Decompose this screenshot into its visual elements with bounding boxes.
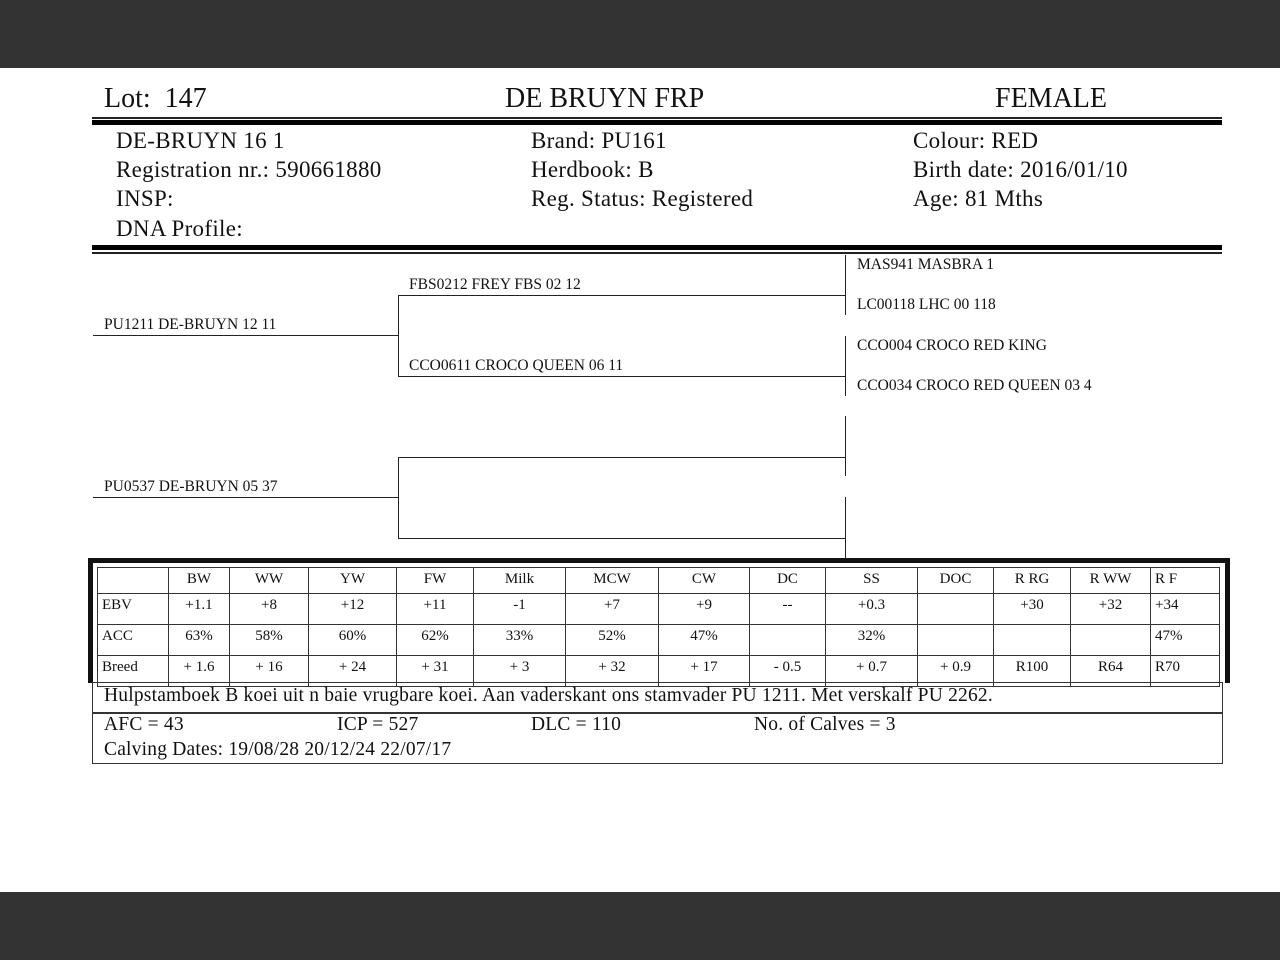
table-cell: +34 (1151, 594, 1220, 625)
breeder-name: DE BRUYN FRP (505, 83, 705, 114)
table-row (98, 594, 1220, 625)
table-cell: +11 (397, 594, 474, 625)
table-cell: +0.3 (826, 594, 918, 625)
table-cell: R64 (1071, 656, 1151, 687)
bottom-bar (0, 892, 1280, 960)
table-cell (918, 625, 994, 656)
icp: ICP = 527 (337, 714, 419, 735)
colour: Colour: RED (913, 128, 1039, 153)
sex: FEMALE (995, 83, 1107, 114)
table-cell: +12 (309, 594, 397, 625)
table-cell: +1.1 (169, 594, 230, 625)
table-cell: 60% (309, 625, 397, 656)
row-label: ACC (98, 625, 169, 656)
pedigree-dam: PU0537 DE-BRUYN 05 37 (104, 478, 278, 495)
table-cell: 33% (474, 625, 566, 656)
row-label: Breed (98, 656, 169, 687)
table-cell: WW (230, 568, 309, 594)
table-cell: Milk (474, 568, 566, 594)
table-cell: DOC (918, 568, 994, 594)
age: Age: 81 Mths (913, 186, 1044, 211)
table-cell: 58% (230, 625, 309, 656)
table-cell: R F (1151, 568, 1220, 594)
table-cell: + 0.7 (826, 656, 918, 687)
table-row (98, 625, 1220, 656)
lot-number: 147 (164, 83, 207, 114)
table-cell: +9 (659, 594, 750, 625)
pedigree-sire: PU1211 DE-BRUYN 12 11 (104, 316, 277, 333)
table-cell: BW (169, 568, 230, 594)
row-label (98, 568, 169, 594)
table-cell: + 1.6 (169, 656, 230, 687)
table-cell: -- (750, 594, 826, 625)
table-cell: CW (659, 568, 750, 594)
table-cell: R RG (994, 568, 1071, 594)
table-cell: + 31 (397, 656, 474, 687)
top-bar (0, 0, 1280, 68)
table-cell (1071, 625, 1151, 656)
row-label: EBV (98, 594, 169, 625)
table-cell (750, 625, 826, 656)
table-cell: +7 (566, 594, 659, 625)
table-cell: R100 (994, 656, 1071, 687)
table-cell: MCW (566, 568, 659, 594)
insp: INSP: (116, 186, 174, 211)
table-cell: YW (309, 568, 397, 594)
table-cell: + 16 (230, 656, 309, 687)
table-cell (994, 625, 1071, 656)
table-cell: + 24 (309, 656, 397, 687)
pedigree-sire-dam: CCO0611 CROCO QUEEN 06 11 (409, 357, 624, 374)
table-cell: 32% (826, 625, 918, 656)
table-cell: - 0.5 (750, 656, 826, 687)
divider (92, 120, 1222, 125)
table-cell: +8 (230, 594, 309, 625)
table-cell: 62% (397, 625, 474, 656)
table-cell: -1 (474, 594, 566, 625)
table-cell: FW (397, 568, 474, 594)
lot-label: Lot: 147 (104, 83, 207, 114)
calving-dates: Calving Dates: 19/08/28 20/12/24 22/07/17 (104, 739, 452, 760)
ebv-table (97, 567, 1220, 687)
afc: AFC = 43 (104, 714, 184, 735)
dna-profile: DNA Profile: (116, 216, 243, 241)
pedigree-ss-dam: LC00118 LHC 00 118 (857, 296, 996, 313)
table-cell: +32 (1071, 594, 1151, 625)
table-cell: + 3 (474, 656, 566, 687)
table-cell: + 17 (659, 656, 750, 687)
table-cell: SS (826, 568, 918, 594)
birth-date: Birth date: 2016/01/10 (913, 157, 1128, 182)
table-cell (918, 594, 994, 625)
table-cell: R70 (1151, 656, 1220, 687)
divider (92, 245, 1222, 250)
herdbook: Herdbook: B (531, 157, 654, 182)
animal-name: DE-BRUYN 16 1 (116, 128, 285, 153)
table-cell: +30 (994, 594, 1071, 625)
table-cell: + 32 (566, 656, 659, 687)
no-of-calves: No. of Calves = 3 (754, 714, 896, 735)
table-cell: 63% (169, 625, 230, 656)
dlc: DLC = 110 (531, 714, 622, 735)
pedigree-sire-sire: FBS0212 FREY FBS 02 12 (409, 276, 581, 293)
table-cell: 47% (1151, 625, 1220, 656)
divider (92, 252, 1222, 254)
remarks: Hulpstamboek B koei uit n baie vrugbare koei. Aan vaderskant ons stamvader PU 1211. Met verskalf PU 2262. (104, 685, 993, 706)
table-cell: + 0.9 (918, 656, 994, 687)
divider (92, 117, 1222, 119)
reg-status: Reg. Status: Registered (531, 186, 754, 211)
table-cell: DC (750, 568, 826, 594)
table-cell: 47% (659, 625, 750, 656)
table-cell: 52% (566, 625, 659, 656)
pedigree-sd-sire: CCO004 CROCO RED KING (857, 337, 1047, 354)
table-header-row (98, 568, 1220, 594)
brand: Brand: PU161 (531, 128, 667, 153)
pedigree-sd-dam: CCO034 CROCO RED QUEEN 03 4 (857, 377, 1092, 394)
registration-number: Registration nr.: 590661880 (116, 157, 382, 182)
table-cell: R WW (1071, 568, 1151, 594)
pedigree-ss-sire: MAS941 MASBRA 1 (857, 256, 994, 273)
